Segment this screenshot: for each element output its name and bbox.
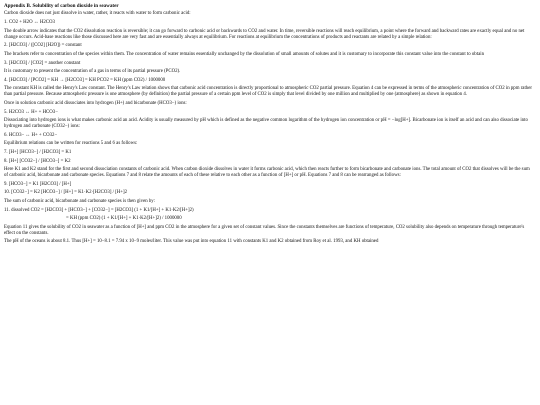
intro-paragraph: Carbon dioxide does not just dissolve in water, rather, it reacts with water to form carbonic acid: bbox=[4, 11, 191, 17]
equation-11-continued: = KH (ppm CO2) (1 + K1/[H+] + K1·K2/[H+]2) / 1000000 bbox=[66, 216, 182, 222]
equation-8: 8. [H+] [CO32−] / [HCO3−] = K2 bbox=[4, 158, 71, 164]
ocean-ph-paragraph: The pH of the oceans is about 8.1. Thus [H+] = 10−8.1 = 7.94 x 10−9 moles/liter. This value was put into equation 11 with constants K1 and K2 obtained from Roy et al. 1993, and KH obtained bbox=[4, 239, 379, 245]
equation-9: 9. [HCO3−] = K1 [H2CO3] / [H+] bbox=[4, 181, 72, 187]
equation-6: 6. HCO3− ↔ H+ + CO32− bbox=[4, 133, 58, 138]
equation-4: 4. [H2CO3] / [PCO2] = KH → [H2CO3] = KH PCO2 = KH (ppm CO2) / 1000000 bbox=[4, 77, 166, 83]
equation-5: 5. H2CO3 ↔ H+ + HCO3− bbox=[4, 109, 58, 115]
equation-3: 3. [H2CO3] / [CO2] = another constant bbox=[4, 60, 81, 66]
solubility-paragraph: Equation 11 gives the solubility of CO2 in seawater as a function of [H+] and ppm CO2 in the atmosphere for a given set of constant values. Since the constants themselves are functions of temperature, CO2 solubility also depends on temperature through temperature's effect on the constants. bbox=[4, 224, 525, 236]
equation-2: 2. [H2CO3] / ([CO2] [H2O]) = constant bbox=[4, 43, 82, 49]
equation-11: 11. dissolved CO2 = [H2CO3] + [HCO3−] + [CO32−] = [H2CO3] (1 + K1/[H+] + K1·K2/[H+]2) bbox=[4, 207, 194, 213]
appendix-title: Appendix B. Solubility of carbon dioxide in seawater bbox=[4, 3, 119, 9]
constants-paragraph: Here K1 and K2 stand for the first and second dissociation constants of carbonic acid. When carbon dioxide dissolves in water it forms carbonic acid, which then reacts further to form bicarbonate and carbonate ions. The total amount of CO2 that dissolves will be the sum of carbonic acid, bicarbonate and carbonate species. Equations 7 and 8 relate the amounts of each of these relative to each other as a function of [H+] or pH. Equations 7 and 8 can be rearranged as follows: bbox=[4, 167, 530, 179]
henrys-law-paragraph: The constant KH is called the Henry's Law constant. The Henry's Law relation shows that carbonic acid concentration is directly proportional to atmospheric CO2 partial pressure. Equation 4 can be expressed in terms of the atmospheric concentration of CO2 in ppm rather than partial pressure. Because atmospheric pressure is one atmosphere (by definition) the partial pressure of a certain ppm level of CO2 is simply that level divided by one million and multiplied by one (atmosphere) as shown in equation 4. bbox=[4, 86, 532, 98]
acidity-paragraph: Dissociating into hydrogen ions is what makes carbonic acid an acid. Acidity is usually measured by pH which is defined as the negative common logarithm of the hydrogen ion concentration or pH = −log[H+]. Bicarbonate ion is itself an acid and can also dissociate into hydrogen and carbonate (CO32−) ions: bbox=[4, 118, 528, 130]
equation-10: 10. [CO32−] = K2 [HCO3−] / [H+] = K1·K2·[H2CO3] / [H+]2 bbox=[4, 190, 128, 196]
equilibrium-relations-paragraph: Equilibrium relations can be written for reactions 5 and 6 as follows: bbox=[4, 141, 138, 147]
brackets-paragraph: The brackets refer to concentration of the species within them. The concentration of water remains essentially unchanged by the dissolution of small amounts of solutes and it is customary to incorporate this constant value into the constant to obtain bbox=[4, 51, 484, 57]
reversible-paragraph: The double arrow indicates that the CO2 dissolution reaction is reversible; it can go forward to carbonic acid or backwards to CO2 and water. In time, reversible reactions will reach equilibrium, a point where the forward and backward rates are exactly equal and no net change occurs. Acid-base reactions like those discussed here are very fast and are essentially always at equilibrium. For reactions at equilibrium the concentrations of products and reactants are related by a simple relation: bbox=[4, 28, 525, 40]
sum-paragraph: The sum of carbonic acid, bicarbonate and carbonate species is then given by: bbox=[4, 198, 156, 204]
dissociation-paragraph: Once in solution carbonic acid dissociates into hydrogen (H+) and bicarbonate (HCO3−) ions: bbox=[4, 101, 187, 107]
equation-7: 7. [H+] [HCO3−] / [H2CO3] = K1 bbox=[4, 150, 72, 156]
equation-1: 1. CO2 + H2O ↔ H2CO3 bbox=[4, 20, 55, 26]
partial-pressure-paragraph: It is customary to present the concentration of a gas in terms of its partial pressure (PCO2). bbox=[4, 69, 181, 75]
